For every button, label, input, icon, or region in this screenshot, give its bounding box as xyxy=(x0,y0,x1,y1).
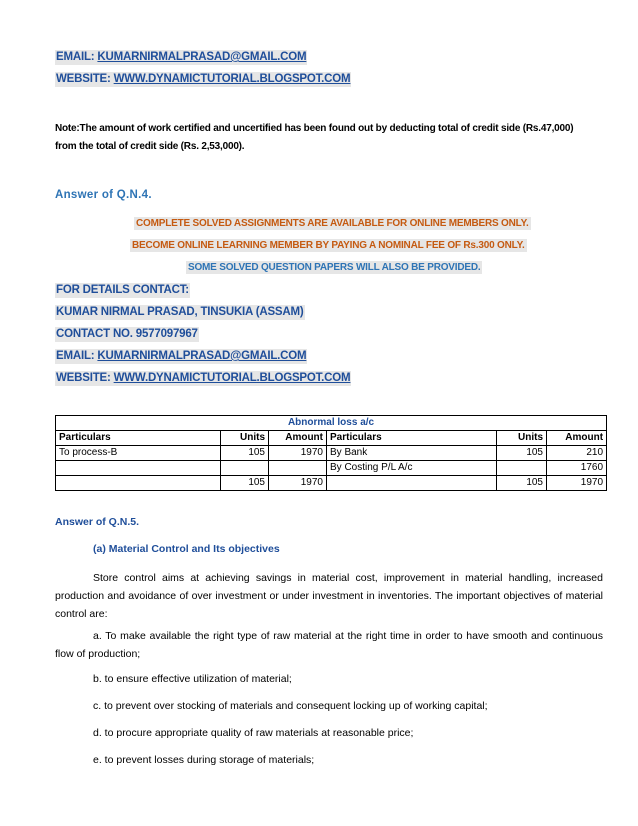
cell: 210 xyxy=(547,446,607,461)
cell: 105 xyxy=(497,446,547,461)
abnormal-loss-table xyxy=(55,415,607,491)
table-total-row xyxy=(56,476,607,491)
cell: 105 xyxy=(221,476,269,491)
section-a-heading: (a) Material Control and Its objectives xyxy=(93,543,280,555)
details-email-link[interactable]: KUMARNIRMALPRASAD@GMAIL.COM xyxy=(97,350,307,362)
top-website-line xyxy=(55,72,351,87)
promo-line-3: SOME SOLVED QUESTION PAPERS WILL ALSO BE PROVIDED. xyxy=(188,262,481,273)
cell xyxy=(56,461,221,476)
objective-a: a. To make available the right type of raw material at the right time in order to have smooth and continuous flow of production; xyxy=(55,630,603,660)
cell xyxy=(497,461,547,476)
top-website-link[interactable]: WWW.DYNAMICTUTORIAL.BLOGSPOT.COM xyxy=(113,73,351,85)
table-title: Abnormal loss a/c xyxy=(56,416,607,431)
table-row xyxy=(56,461,607,476)
details-email-label: EMAIL: xyxy=(56,350,98,362)
header-particulars-dr: Particulars xyxy=(56,431,221,446)
details-contact-no: CONTACT NO. 9577097967 xyxy=(56,328,198,340)
details-website-link[interactable]: WWW.DYNAMICTUTORIAL.BLOGSPOT.COM xyxy=(113,372,351,384)
header-units-dr: Units xyxy=(221,431,269,446)
table-header-row xyxy=(56,431,607,446)
section-a-intro: Store control aims at achieving savings in material cost, improvement in material handling, increased production and avoidance of over investment or under investment in inventories. The important objectives of material control are: xyxy=(55,572,603,620)
header-amount-dr: Amount xyxy=(269,431,327,446)
cell: 1970 xyxy=(269,476,327,491)
note-paragraph: Note:The amount of work certified and uncertified has been found out by deducting total of credit side (Rs.47,000) from the total of credit side (Rs. 2,53,000). xyxy=(55,123,574,152)
details-website-line xyxy=(55,371,351,386)
answer-q5-heading: Answer of Q.N.5. xyxy=(55,516,140,528)
details-website-label: WEBSITE: xyxy=(56,372,114,384)
cell: To process-B xyxy=(56,446,221,461)
objective-c: c. to prevent over stocking of materials and consequent locking up of working capital; xyxy=(93,700,488,712)
cell xyxy=(269,461,327,476)
details-email-line xyxy=(55,349,307,364)
objective-b: b. to ensure effective utilization of material; xyxy=(93,673,292,685)
cell: By Bank xyxy=(327,446,497,461)
cell: 1760 xyxy=(547,461,607,476)
objective-d: d. to procure appropriate quality of raw materials at reasonable price; xyxy=(93,727,414,739)
promo-line-2: BECOME ONLINE LEARNING MEMBER BY PAYING A NOMINAL FEE OF Rs.300 ONLY. xyxy=(132,240,525,251)
details-name: KUMAR NIRMAL PRASAD, TINSUKIA (ASSAM) xyxy=(56,306,304,318)
header-particulars-cr: Particulars xyxy=(327,431,497,446)
top-email-label: EMAIL: xyxy=(56,51,98,63)
objective-e: e. to prevent losses during storage of materials; xyxy=(93,754,315,766)
header-units-cr: Units xyxy=(497,431,547,446)
answer-q4-heading: Answer of Q.N.4. xyxy=(55,189,152,201)
cell: 1970 xyxy=(269,446,327,461)
header-amount-cr: Amount xyxy=(547,431,607,446)
cell: 1970 xyxy=(547,476,607,491)
cell xyxy=(327,476,497,491)
cell xyxy=(56,476,221,491)
top-email-line xyxy=(55,50,307,65)
cell: 105 xyxy=(221,446,269,461)
details-heading: FOR DETAILS CONTACT: xyxy=(56,284,189,296)
promo-line-1: COMPLETE SOLVED ASSIGNMENTS ARE AVAILABLE FOR ONLINE MEMBERS ONLY. xyxy=(136,218,529,229)
top-email-link[interactable]: KUMARNIRMALPRASAD@GMAIL.COM xyxy=(97,51,307,63)
table-row xyxy=(56,446,607,461)
cell: 105 xyxy=(497,476,547,491)
cell: By Costing P/L A/c xyxy=(327,461,497,476)
cell xyxy=(221,461,269,476)
table-title-row xyxy=(56,416,607,431)
top-website-label: WEBSITE: xyxy=(56,73,114,85)
